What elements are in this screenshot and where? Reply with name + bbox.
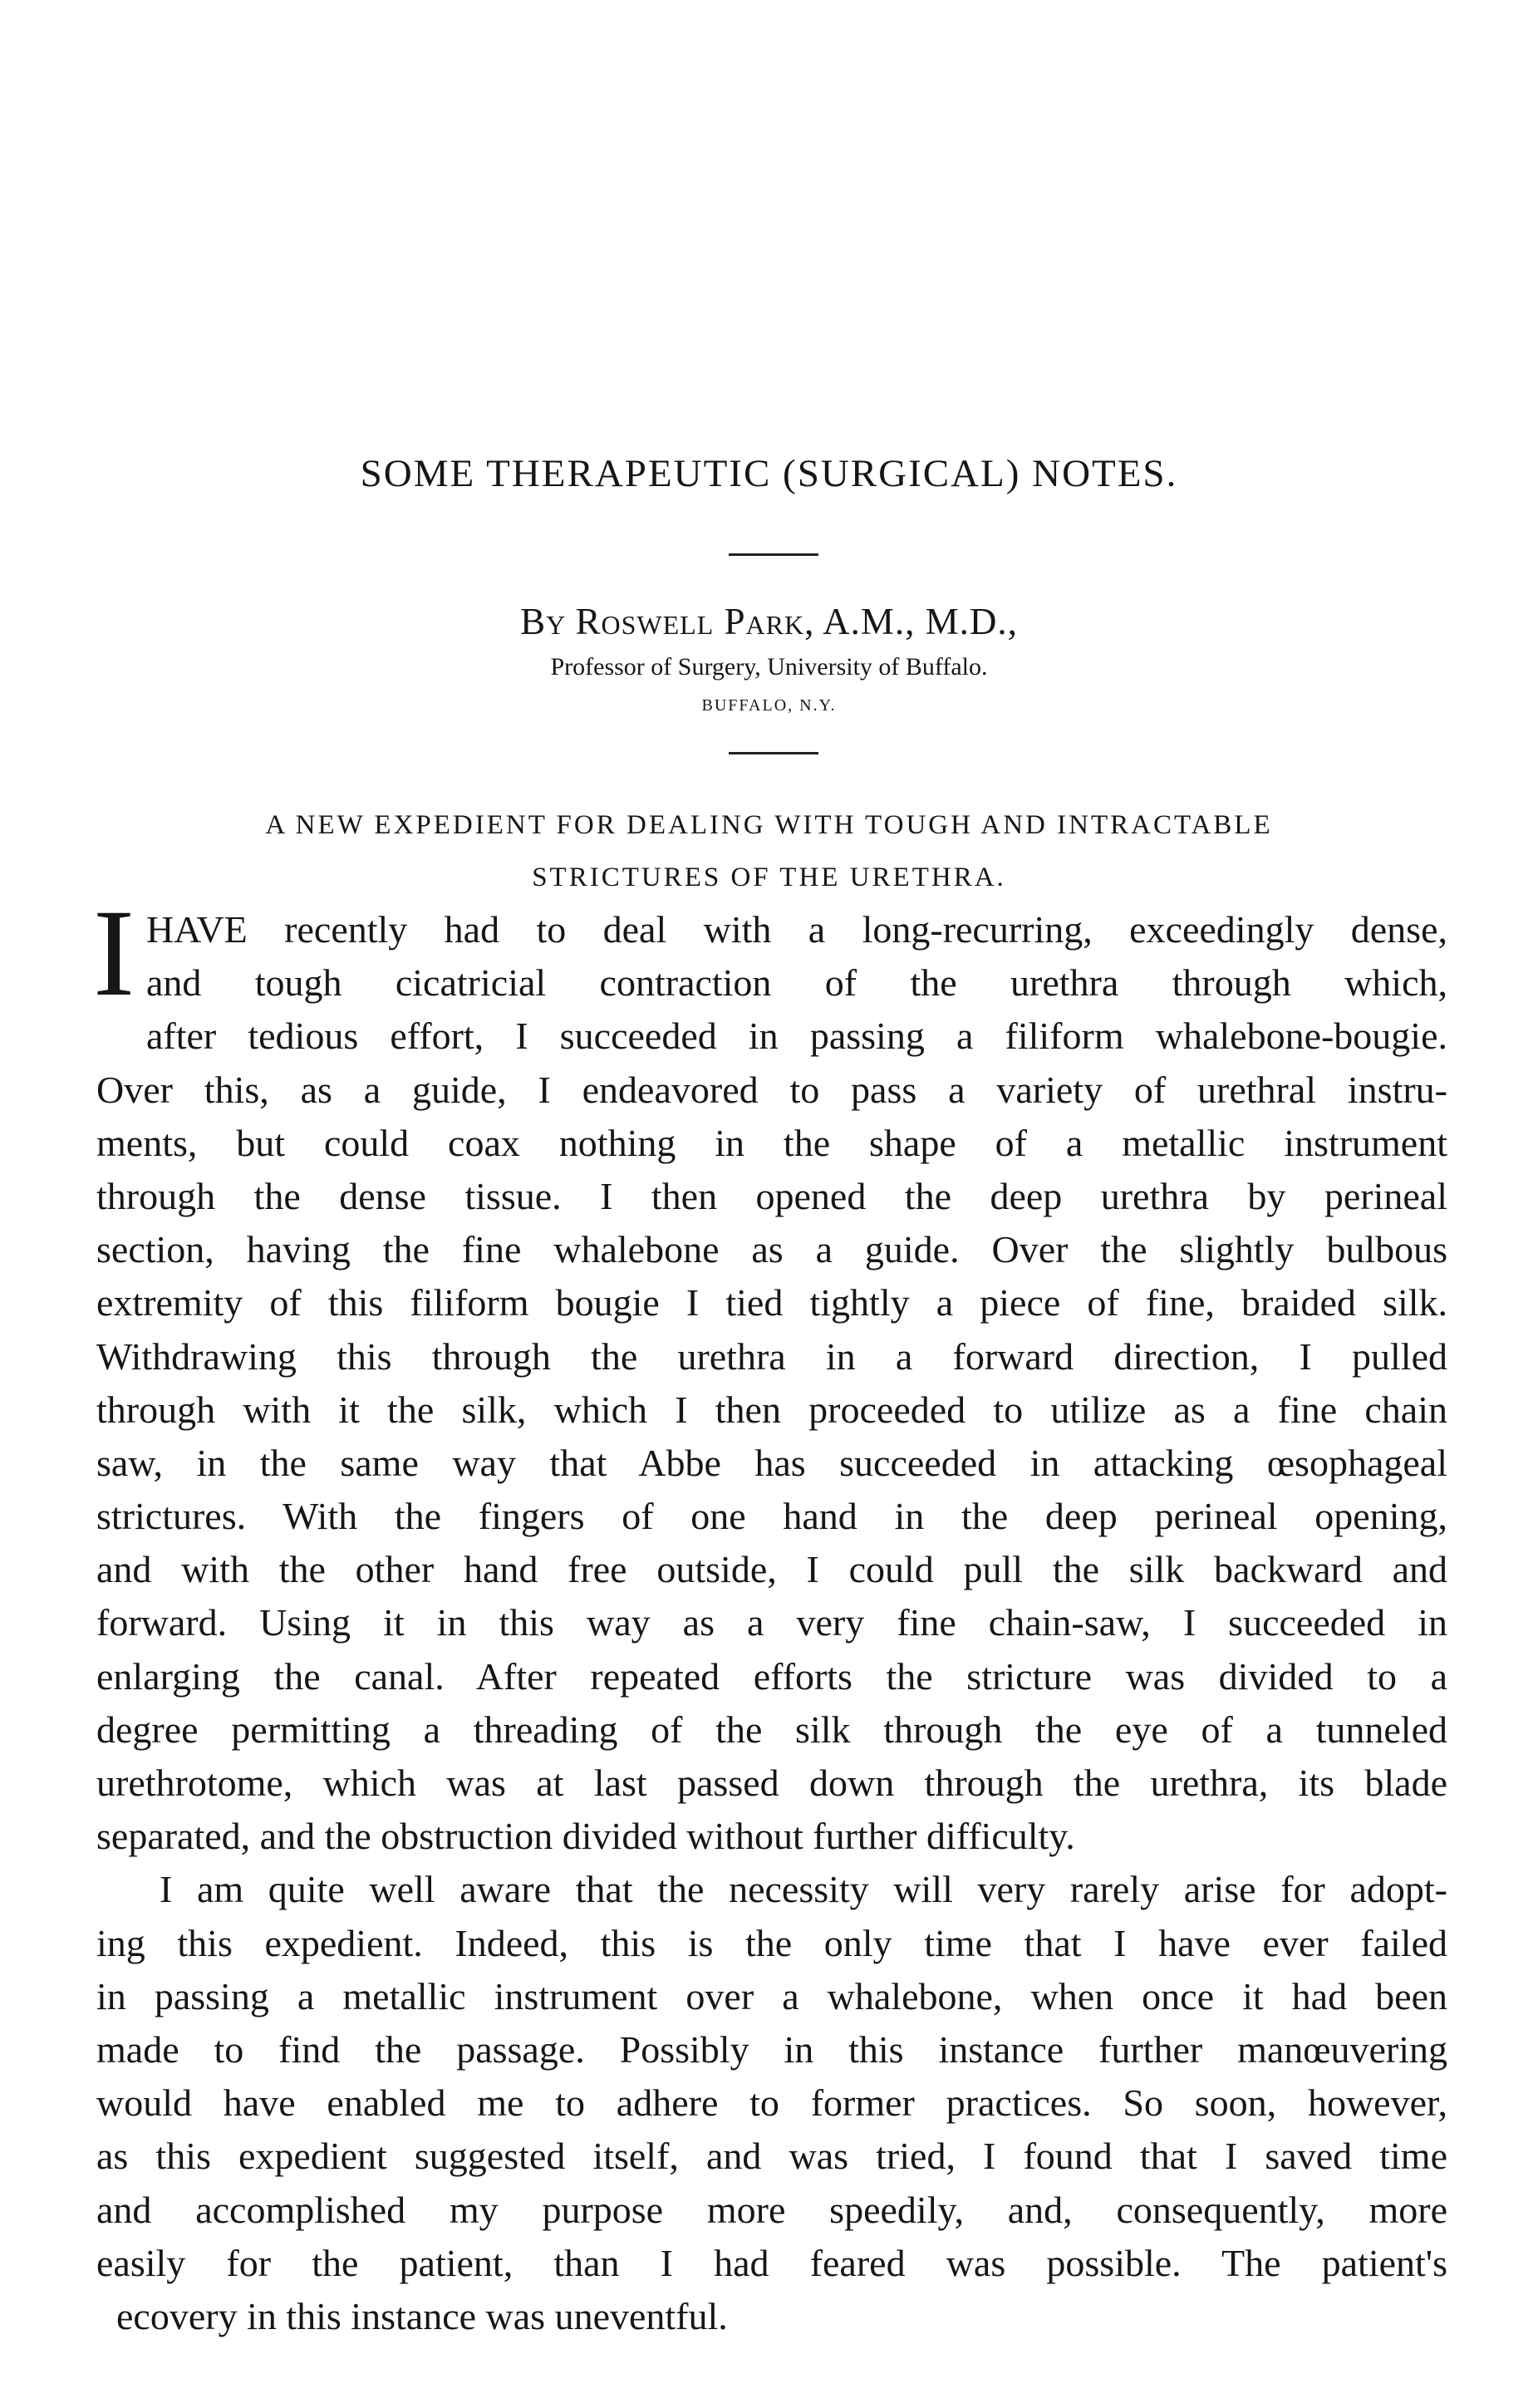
text-line: after tedious effort, I succeeded in passing a filiform whalebone-bougie. [145,1015,1447,1058]
text-line: made to find the passage. Possibly in this instance further manœuvering [96,2027,1447,2071]
text-line: section, having the fine whalebone as a guide. Over the slightly bulbous [96,1228,1447,1271]
section-heading-line: A NEW EXPEDIENT FOR DEALING WITH TOUGH AND INTRACTABLE [265,810,1273,840]
text-line: ments, but could coax nothing in the shape of a metallic instrument [96,1121,1447,1164]
text-line: HAVE recently had to deal with a long-recurring, exceedingly dense, [145,908,1447,951]
text-line: would have enabled me to adhere to former practices. So soon, however, [96,2081,1447,2125]
text-line: urethrotome, which was at last passed down through the urethra, its blade [96,1762,1447,1804]
article-title: SOME THERAPEUTIC (SURGICAL) NOTES. [360,452,1178,495]
drop-cap: I [93,884,135,1022]
text-line: and with the other hand free outside, I could pull the silk backward and [96,1548,1447,1591]
section-heading [91,799,1447,904]
author-location: BUFFALO, N.Y. [701,696,837,715]
text-line: Withdrawing this through the urethra in a forward direction, I pulled [96,1334,1447,1378]
text-line: saw, in the same way that Abbe has succeeded in attacking œsophageal [96,1441,1447,1484]
byline-prefix: By [520,601,567,642]
byline [0,598,1538,645]
text-line: ecovery in this instance was uneventful. [116,2294,728,2337]
text-line: extremity of this filiform bougie I tied tightly a piece of fine, braided silk. [96,1281,1447,1324]
text-line: through with it the silk, which I then proceeded to utilize as a fine chain [96,1388,1447,1431]
text-line: forward. Using it in this way as a very fine chain-saw, I succeeded in [96,1601,1447,1644]
paragraph-1 [93,884,1447,1863]
text-line: as this expedient suggested itself, and was tried, I found that I saved time [96,2135,1447,2178]
text-line: easily for the patient, than I had feared was possible. The patient's [96,2241,1447,2284]
text-line: and tough cicatricial contraction of the urethra through which, [145,961,1447,1005]
text-line: in passing a metallic instrument over a whalebone, when once it had been [96,1974,1447,2017]
author-name: Roswell Park, A.M., M.D., [575,601,1018,642]
text-line: strictures. With the fingers of one hand in the deep perineal opening, [96,1495,1447,1538]
title-rule [729,553,818,556]
text-line: I am quite well aware that the necessity will very rarely arise for adopt- [160,1868,1447,1911]
text-line: enlarging the canal. After repeated efforts the stricture was divided to a [96,1654,1447,1698]
byline-rule [729,752,818,754]
text-line: and accomplished my purpose more speedily, and, consequently, more [96,2188,1447,2231]
paragraph-2 [96,1863,1447,2343]
text-line: through the dense tissue. I then opened the deep urethra by perineal [96,1174,1447,1217]
text-line: Over this, as a guide, I endeavored to pass a variety of urethral instru- [96,1068,1447,1111]
section-heading-line: STRICTURES OF THE URETHRA. [532,862,1006,892]
text-line: separated, and the obstruction divided without further difficulty. [96,1815,1075,1858]
text-line: degree permitting a threading of the silk through the eye of a tunneled [96,1708,1447,1751]
article-body [93,884,1447,2343]
text-line: ing this expedient. Indeed, this is the only time that I have ever failed [96,1921,1447,1964]
author-affiliation: Professor of Surgery, University of Buffalo. [550,653,988,681]
